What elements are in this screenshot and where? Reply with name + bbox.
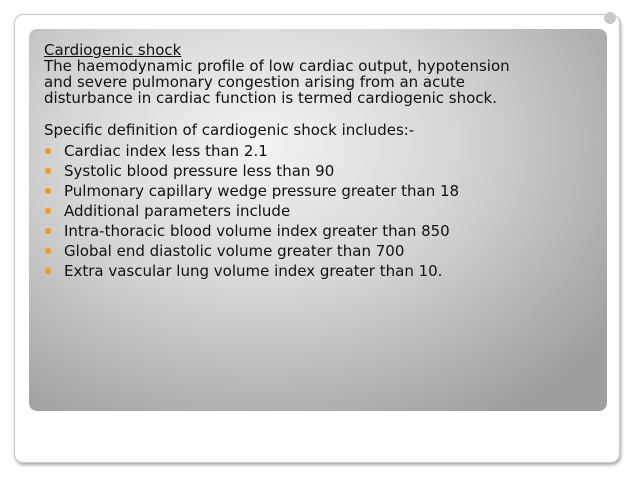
definition-line-1: The haemodynamic profile of low cardiac output, hypotension — [44, 57, 510, 75]
slide-title: Cardiogenic shock — [44, 41, 182, 59]
list-item — [44, 221, 600, 241]
bullet-dot-icon — [45, 208, 51, 214]
list-item — [44, 241, 600, 261]
list-item — [44, 161, 600, 181]
bullet-dot-icon — [45, 168, 51, 174]
list-item-text: Extra vascular lung volume index greater than 10. — [64, 262, 443, 280]
list-item-text: Cardiac index less than 2.1 — [64, 142, 268, 160]
bullet-dot-icon — [45, 248, 51, 254]
list-item-text: Additional parameters include — [64, 202, 291, 220]
definition-line-3: disturbance in cardiac function is termed cardiogenic shock. — [44, 89, 497, 107]
bullet-dot-icon — [45, 188, 51, 194]
bullet-dot-icon — [45, 228, 51, 234]
list-item-text: Systolic blood pressure less than 90 — [64, 162, 335, 180]
bullet-dot-icon — [45, 148, 51, 154]
criteria-list — [44, 141, 600, 281]
list-item-text: Intra-thoracic blood volume index greater than 850 — [64, 222, 450, 240]
criteria-heading: Specific definition of cardiogenic shock includes:- — [44, 121, 415, 139]
list-item — [44, 201, 600, 221]
frame-corner-decoration — [604, 12, 616, 24]
definition-line-2: and severe pulmonary congestion arising from an acute — [44, 73, 465, 91]
list-item-text: Pulmonary capillary wedge pressure greater than 18 — [64, 182, 460, 200]
spacer — [44, 106, 600, 122]
list-item-text: Global end diastolic volume greater than 700 — [64, 242, 405, 260]
list-item — [44, 261, 600, 281]
list-item — [44, 141, 600, 161]
list-item — [44, 181, 600, 201]
bullet-dot-icon — [45, 268, 51, 274]
slide-content — [44, 42, 600, 281]
